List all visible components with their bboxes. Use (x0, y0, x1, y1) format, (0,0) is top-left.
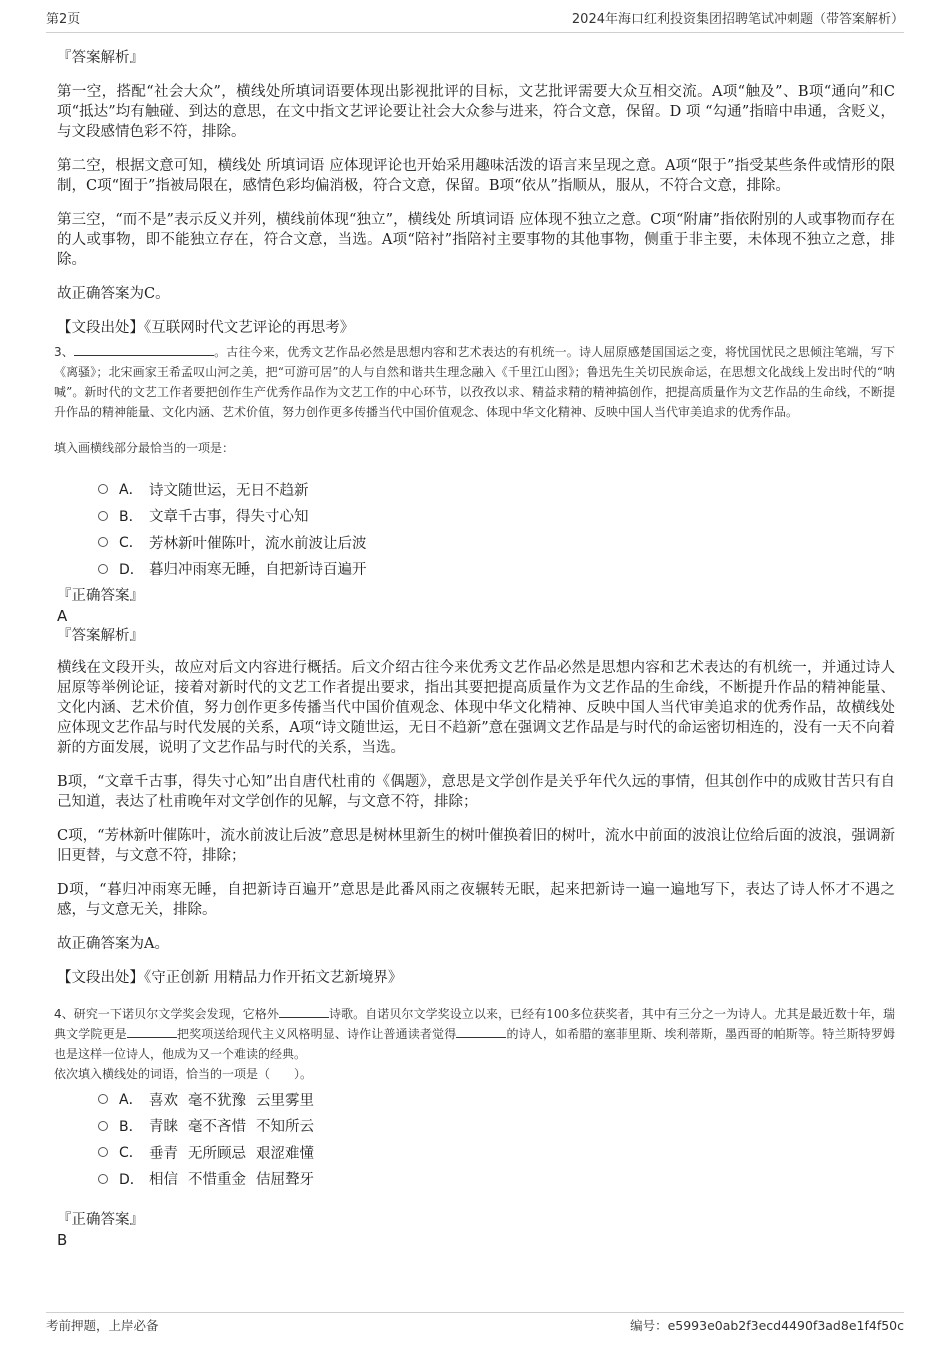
option-text: 诗文随世运，无日不趋新 (149, 482, 309, 499)
source-label: 【文段出处】 (57, 970, 144, 986)
option-text: 芳林新叶催陈叶，流水前波让后波 (149, 535, 367, 552)
answer-analysis-label: 『答案解析』 (57, 628, 144, 644)
page-number: 第2页 (46, 12, 81, 27)
fill-blank (279, 1004, 329, 1018)
radio-icon[interactable] (98, 564, 108, 574)
analysis-conclusion: 故正确答案为C。 (57, 286, 170, 302)
source-line (57, 318, 895, 338)
footer-slogan: 考前押题，上岸必备 (46, 1318, 159, 1333)
option-text: 垂青 无所顾忌 艰涩难懂 (149, 1145, 314, 1162)
analysis-paragraph: B项，“文章千古事，得失寸心知”出自唐代杜甫的《偶题》，意思是文学创作是关乎年代久远的事情，但其创作中的成败甘苦只有自己知道，表达了杜甫晚年对文学创作的见解，与文意不符，排除； (57, 774, 895, 810)
source-label: 【文段出处】 (57, 320, 144, 336)
option-a[interactable]: A． 喜欢 毫不犹豫 云里雾里 (98, 1086, 895, 1113)
question-prompt: 填入画横线部分最恰当的一项是： (54, 441, 235, 455)
question-stem (54, 342, 895, 422)
correct-answer-label: 『正确答案』 (57, 1212, 144, 1228)
question-number: 3、 (54, 345, 74, 359)
option-list (57, 1086, 895, 1192)
radio-icon[interactable] (98, 1174, 108, 1184)
question-number: 4、 (54, 1007, 74, 1021)
fill-blank (127, 1024, 177, 1038)
page-content (54, 48, 895, 1250)
analysis-paragraph: D项，“暮归冲雨寒无睡，自把新诗百遍开”意思是此番风雨之夜辗转无眠，起来把新诗一遍一遍地写下，表达了诗人怀才不遇之感，与文意无关，排除。 (57, 882, 895, 918)
correct-answer-label: 『正确答案』 (57, 588, 144, 604)
analysis-paragraph: 横线在文段开头，故应对后文内容进行概括。后文介绍古往今来优秀文艺作品必然是思想内容和艺术表达的有机统一，并通过诗人屈原等举例论证，接着对新时代的文艺工作者提出要求，指出其要把提高质量作为文艺作品的生命线，不断提升作品的精神能量、文化内涵、艺术价值，努力创作更多传播当代中国价值观念、体现中华文化精神、反映中国人当代审美追求的优秀作品，故横线处应体现文艺作品与时代发展的关系，A项“诗文随世运，无日不趋新”意在强调文艺作品是与时代的命运密切相连的，没有一天不向着新的方面发展，说明了文艺作品与时代的关系，当选。 (57, 660, 895, 756)
analysis-paragraph: 第三空，“而不是”表示反义并列，横线前体现“独立”，横线处 所填词语 应体现不独立之意。C项“附庸”指依附别的人或事物而存在的人或事物，即不能独立存在，符合文意，当选。A项“陪衬”指陪衬主要事物的其他事物，侧重于非主要，未体现不独立之意，排除。 (57, 212, 895, 268)
option-d[interactable]: D． 相信 不惜重金 佶屈聱牙 (98, 1166, 895, 1193)
answer-analysis-label: 『答案解析』 (57, 50, 144, 66)
question-text: 。古往今来，优秀文艺作品必然是思想内容和艺术表达的有机统一。诗人屈原感楚国国运之变，将忧国忧民之思倾注笔端，写下《离骚》；北宋画家王希孟叹山河之美，把“可游可居”的人与自然和谐共生理念融入《千里江山图》；鲁迅先生关切民族命运，在思想文化战线上发出时代的“呐喊”。新时代的文艺工作者要把创作生产优秀作品作为文艺工作的中心环节，以孜孜以求、精益求精的精神搞创作，把提高质量作为文艺作品的生命线，不断提升作品的精神能量、文化内涵、艺术价值，努力创作更多传播当代中国价值观念、体现中华文化精神、反映中国人当代审美追求的优秀作品。 (54, 345, 895, 419)
page-footer (46, 1312, 904, 1337)
option-c[interactable]: C． 垂青 无所顾忌 艰涩难懂 (98, 1139, 895, 1166)
source-title: 《守正创新 用精品力作开拓文艺新境界》 (144, 970, 403, 986)
fill-blank (456, 1024, 506, 1038)
option-a[interactable]: A． 诗文随世运，无日不趋新 (98, 476, 895, 503)
option-text: 相信 不惜重金 佶屈聱牙 (149, 1172, 314, 1189)
option-text: 喜欢 毫不犹豫 云里雾里 (149, 1092, 314, 1109)
radio-icon[interactable] (98, 484, 108, 494)
analysis-conclusion: 故正确答案为A。 (57, 936, 169, 952)
option-list (57, 476, 895, 582)
analysis-paragraph: 第二空，根据文意可知，横线处 所填词语 应体现评论也开始采用趣味活泼的语言来呈现之意。A项“限于”指受某些条件或情形的限制，C项“囿于”指被局限在，感情色彩均偏消极，符合文意，保留。B项“依从”指顺从，服从，不符合文意，排除。 (57, 158, 895, 194)
source-line (57, 968, 895, 988)
option-d[interactable]: D． 暮归冲雨寒无睡，自把新诗百遍开 (98, 556, 895, 583)
option-b[interactable]: B． 青睐 毫不吝惜 不知所云 (98, 1113, 895, 1140)
correct-answer: B (57, 1231, 68, 1249)
page-header (46, 8, 904, 33)
option-text: 文章千古事，得失寸心知 (149, 509, 309, 526)
radio-icon[interactable] (98, 1094, 108, 1104)
option-b[interactable]: B． 文章千古事，得失寸心知 (98, 503, 895, 530)
question-stem: 4、研究一下诺贝尔文学奖会发现，它格外 诗歌。自诺贝尔文学奖设立以来，已经有100多位获奖者，其中有三分之一为诗人。尤其是最近数十年，瑞典文学院更是 把奖项送给现代主义风格明显、诗作让普通读者觉得 的诗人，如希腊的塞菲里斯、埃利蒂斯，墨西哥的帕斯等。特兰斯特罗姆也是这样一位诗人，他成为又一个难读的经典。 (54, 1004, 895, 1064)
question-prompt: 依次填入横线处的词语，恰当的一项是（ ）。 (54, 1067, 313, 1081)
document-code: 编号：e5993e0ab2f3ecd4490f3ad8e1f4f50c (630, 1318, 904, 1333)
radio-icon[interactable] (98, 537, 108, 547)
radio-icon[interactable] (98, 511, 108, 521)
analysis-paragraph: C项，“芳林新叶催陈叶，流水前波让后波”意思是树林里新生的树叶催换着旧的树叶，流水中前面的波浪让位给后面的波浪，强调新旧更替，与文意不符，排除； (57, 828, 895, 864)
document-title: 2024年海口红利投资集团招聘笔试冲刺题（带答案解析） (571, 12, 904, 27)
correct-answer: A (57, 607, 68, 625)
option-text: 青睐 毫不吝惜 不知所云 (149, 1119, 314, 1136)
option-c[interactable]: C． 芳林新叶催陈叶，流水前波让后波 (98, 529, 895, 556)
source-title: 《互联网时代文艺评论的再思考》 (144, 320, 355, 336)
radio-icon[interactable] (98, 1121, 108, 1131)
radio-icon[interactable] (98, 1147, 108, 1157)
analysis-paragraph: 第一空，搭配“社会大众”，横线处所填词语要体现出影视批评的目标，文艺批评需要大众互相交流。A项“触及”、B项“通向”和C项“抵达”均有触碰、到达的意思，在文中指文艺评论要让社会大众参与进来，符合文意，保留。D 项 “勾通”指暗中串通，含贬义，与文段感情色彩不符，排除。 (57, 84, 895, 140)
option-text: 暮归冲雨寒无睡，自把新诗百遍开 (149, 562, 367, 579)
fill-blank (74, 342, 214, 356)
